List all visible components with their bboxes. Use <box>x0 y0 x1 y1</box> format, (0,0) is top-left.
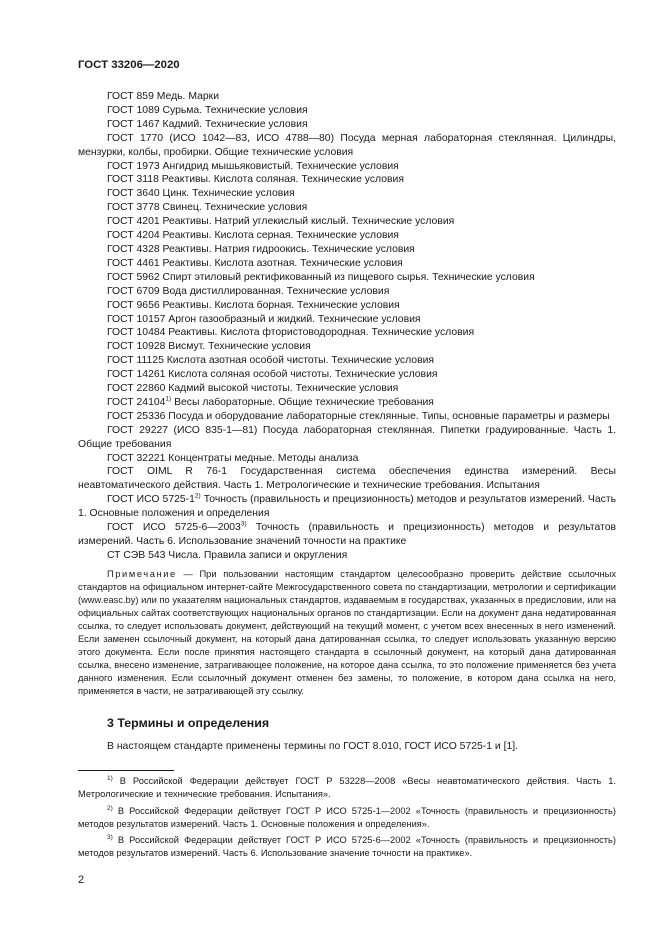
reference-text: ГОСТ 4201 Реактивы. Натрий углекислый кислый. Технические условия <box>107 216 455 228</box>
footnotes <box>78 775 616 860</box>
reference-item <box>78 368 616 382</box>
footnote-text: В Российской Федерации действует ГОСТ Р 53228—2008 «Весы неавтоматического действия. Часть 1. Метрологические и технические требования. Испытания». <box>78 776 616 800</box>
reference-text: ГОСТ 5962 Спирт этиловый ректификованный из пищевого сырья. Технические условия <box>107 271 535 283</box>
reference-item <box>78 104 616 118</box>
reference-item <box>78 215 616 229</box>
footnote-mark: 1) <box>107 775 113 783</box>
reference-text: ГОСТ 4328 Реактивы. Натрия гидроокись. Технические условия <box>107 243 415 255</box>
normative-references-list <box>78 90 616 563</box>
note-text: — При пользовании настоящим стандартом целесообразно проверить действие ссылочных стандартов на официальном интернет-сайте Межгосударственного совета по стандартизации, метрологии и сертификации (www.easc.by) или по указателям национальных стандартов, издаваемым в государствах, указанных в предисловии, или на официальных сайтах соответствующих национальных органов по стандартизации. Если на документ дана недатированная ссылка, то следует использовать документ, действующий на текущий момент, с учетом всех внесенных в него изменений. Если заменен ссылочный документ, на который дана датированная ссылка, то следует использовать указанную версию этого документа. Если после принятия настоящего стандарта в ссылочный документ, на который дана датированная ссылка, внесено изменение, затрагивающее положение, на которое дана ссылка, то это положение применяется без учета данного изменения. Если ссылочный документ отменен без замены, то положение, в котором дана ссылка на него, применяется в части, не затрагивающей эту ссылку. <box>78 568 616 697</box>
reference-item <box>78 340 616 354</box>
footnote-mark: 2) <box>194 492 201 500</box>
reference-item <box>78 201 616 215</box>
reference-text-tail: Весы лабораторные. Общие технические требования <box>171 396 434 408</box>
footnote-separator <box>78 770 174 771</box>
reference-text: ГОСТ 859 Медь. Марки <box>107 91 219 102</box>
reference-item <box>78 452 616 466</box>
reference-item <box>78 257 616 271</box>
page-content <box>78 90 616 860</box>
document-header: ГОСТ 33206—2020 <box>78 59 180 71</box>
reference-item <box>78 465 616 493</box>
reference-item <box>78 187 616 201</box>
reference-text: ГОСТ 11125 Кислота азотная особой чистоты. Технические условия <box>107 355 435 367</box>
note-paragraph <box>78 568 616 698</box>
footnote-item <box>78 775 616 801</box>
reference-item <box>78 271 616 285</box>
reference-text: ГОСТ 10157 Аргон газообразный и жидкий. Технические условия <box>107 313 421 325</box>
reference-item <box>78 285 616 299</box>
page-number: 2 <box>78 874 85 886</box>
reference-item <box>78 326 616 340</box>
reference-text: ГОСТ 9656 Реактивы. Кислота борная. Технические условия <box>107 299 400 311</box>
reference-text: ГОСТ 10928 Висмут. Технические условия <box>107 341 311 353</box>
reference-text: ГОСТ 25336 Посуда и оборудование лабораторные стеклянные. Типы, основные параметры и размеры <box>107 410 610 422</box>
reference-text: ГОСТ ИСО 5725-1 <box>107 494 195 506</box>
reference-item <box>78 173 616 187</box>
reference-text: ГОСТ 1467 Кадмий. Технические условия <box>107 118 308 130</box>
reference-text: ГОСТ 22860 Кадмий высокой чистоты. Технические условия <box>107 383 399 395</box>
reference-item <box>78 132 616 160</box>
reference-item <box>78 354 616 368</box>
reference-item <box>78 243 616 257</box>
reference-item <box>78 493 616 521</box>
footnote-mark: 3) <box>107 834 113 842</box>
reference-text: ГОСТ 6709 Вода дистиллированная. Технические условия <box>107 285 390 297</box>
reference-text: ГОСТ 4461 Реактивы. Кислота азотная. Технические условия <box>107 257 403 269</box>
reference-text: ГОСТ 29227 (ИСО 835-1—81) Посуда лабораторная стеклянная. Пипетки градуированные. Часть 1. Общие требования <box>78 424 616 450</box>
reference-item <box>78 299 616 313</box>
footnote-text: В Российской Федерации действует ГОСТ Р ИСО 5725-6—2002 «Точность (правильность и прецизионность) методов результатов измерений. Часть 6. Использование значение точности на практике». <box>78 835 616 859</box>
reference-text: ГОСТ ИСО 5725-6—2003 <box>107 522 241 534</box>
reference-item <box>78 382 616 396</box>
section-heading: 3 Термины и определения <box>107 716 270 731</box>
reference-text: ГОСТ 32221 Концентраты медные. Методы анализа <box>107 452 359 464</box>
reference-item <box>78 229 616 243</box>
footnote-text: В Российской Федерации действует ГОСТ Р ИСО 5725-1—2002 «Точность (правильность и прецизионность) методов результатов измерений. Часть 1. Основные положения и определения». <box>78 805 616 829</box>
reference-text: ГОСТ 1089 Сурьма. Технические условия <box>107 104 308 116</box>
reference-text: ГОСТ 3778 Свинец. Технические условия <box>107 202 308 214</box>
reference-item <box>78 313 616 327</box>
reference-text: ГОСТ 10484 Реактивы. Кислота фтористоводородная. Технические условия <box>107 327 475 339</box>
reference-text: ГОСТ 3640 Цинк. Технические условия <box>107 188 295 200</box>
footnote-item <box>78 834 616 860</box>
reference-text: ГОСТ 1770 (ИСО 1042—83, ИСО 4788—80) Посуда мерная лабораторная стеклянная. Цилиндры, мензурки, колбы, пробирки. Общие технические условия <box>78 132 616 158</box>
footnote-mark: 2) <box>107 804 113 812</box>
reference-item <box>78 118 616 132</box>
section-paragraph: В настоящем стандарте применены термины по ГОСТ 8.010, ГОСТ ИСО 5725-1 и [1]. <box>107 741 519 753</box>
reference-text: СТ СЭВ 543 Числа. Правила записи и округления <box>107 549 348 561</box>
reference-item <box>78 90 616 104</box>
reference-text-tail: Точность (правильность и прецизионность) методов и результатов измерений. Часть 6. Использование значений точности на практике <box>78 522 616 547</box>
reference-text: ГОСТ 3118 Реактивы. Кислота соляная. Технические условия <box>107 174 404 186</box>
reference-item <box>78 410 616 424</box>
footnote-mark: 1) <box>165 395 172 403</box>
reference-item <box>78 549 616 563</box>
reference-text: ГОСТ 14261 Кислота соляная особой чистоты. Технические условия <box>107 369 438 381</box>
reference-item <box>78 521 616 549</box>
note-label: Примечание <box>107 568 177 579</box>
reference-item <box>78 160 616 174</box>
reference-text: ГОСТ OIML R 76-1 Государственная система обеспечения единства измерений. Весы неавтоматического действия. Часть 1. Метрологические и технические требования. Испытания <box>78 466 616 492</box>
reference-text: ГОСТ 24104 <box>107 396 166 408</box>
reference-text: ГОСТ 1973 Ангидрид мышьяковистый. Технические условия <box>107 160 399 172</box>
reference-text-tail: Точность (правильность и прецизионность) методов и результатов измерений. Часть 1. Основные положения и определения <box>78 494 616 520</box>
reference-item <box>78 424 616 452</box>
footnote-item <box>78 805 616 831</box>
footnote-mark: 3) <box>240 520 247 528</box>
reference-item <box>78 396 616 410</box>
reference-text: ГОСТ 4204 Реактивы. Кислота серная. Технические условия <box>107 230 399 242</box>
